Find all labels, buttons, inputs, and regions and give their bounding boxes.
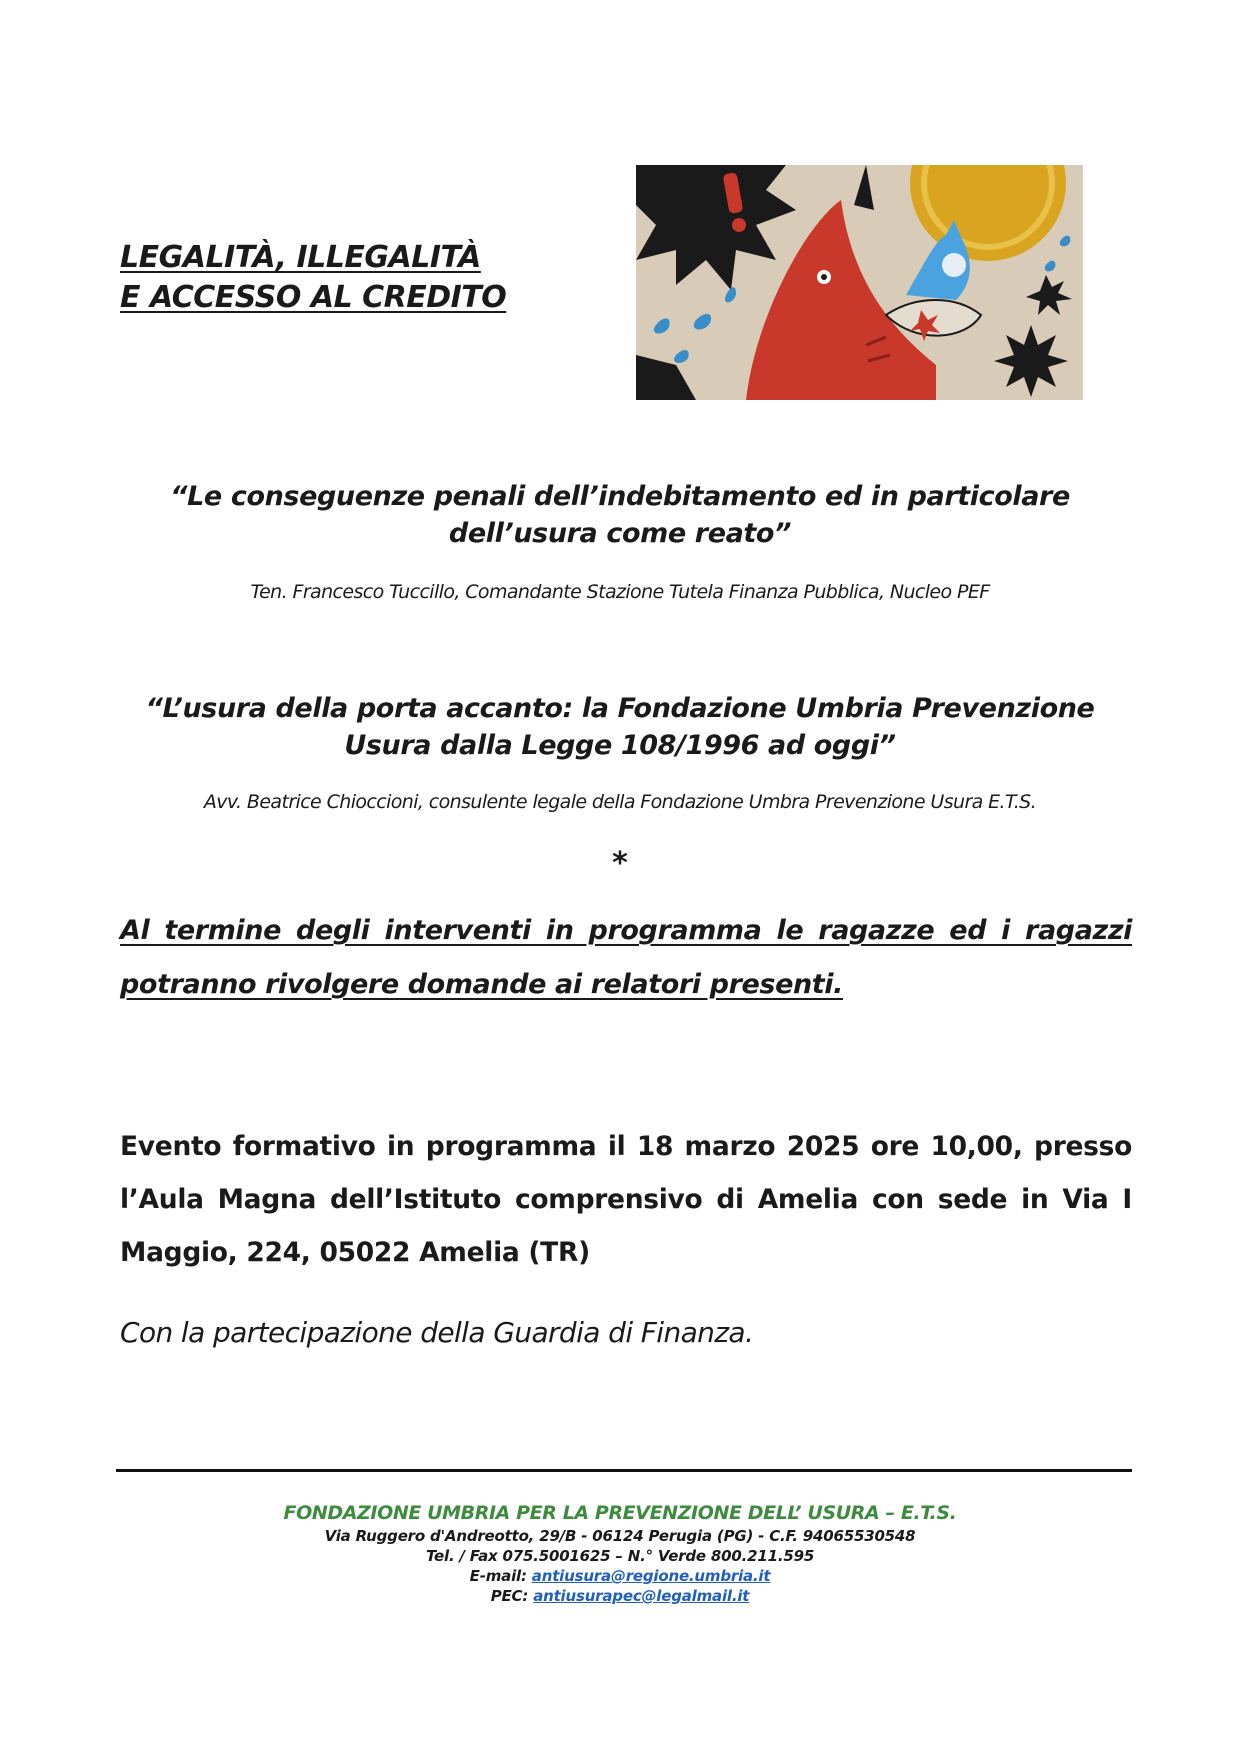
document-title-line-1: LEGALITÀ, ILLEGALITÀ [120,240,481,275]
section-separator: * [612,846,628,881]
event-details-line-3: Maggio, 224, 05022 Amelia (TR) [120,1237,590,1268]
footer-email-link[interactable]: antiusura@regione.umbria.it [531,1567,771,1585]
footer-pec-line [100,1586,1140,1606]
event-details [120,1120,1132,1279]
talk-title-1-line-1: “Le conseguenze penali dell’indebitamento ed in particolare [170,481,1070,512]
document-title [120,238,640,318]
footer [100,1500,1140,1606]
questions-note-line-2: potranno rivolgere domande ai relatori presenti. [120,969,844,1000]
event-details-line-1: Evento formativo in programma il 18 marzo 2025 ore 10,00, presso [120,1131,1132,1162]
talk-title-1-line-2: dell’usura come reato” [448,518,792,549]
document-title-line-2: E ACCESSO AL CREDITO [120,280,507,315]
talk-title-2 [100,690,1140,764]
talk-speaker-1: Ten. Francesco Tuccillo, Comandante Stazione Tutela Finanza Pubblica, Nucleo PEF [250,581,990,603]
footer-pec-label: PEC: [490,1587,534,1605]
footer-organization: FONDAZIONE UMBRIA PER LA PREVENZIONE DELL’ USURA – E.T.S. [283,1502,957,1524]
talk-title-2-line-1: “L’usura della porta accanto: la Fondazione Umbria Prevenzione [145,693,1095,724]
talk-title-1 [100,478,1140,552]
participation-note: Con la partecipazione della Guardia di Finanza. [120,1316,754,1349]
talk-speaker-2: Avv. Beatrice Chioccioni, consulente legale della Fondazione Umbra Prevenzione Usura E.T.S. [203,791,1037,813]
event-details-line-2: l’Aula Magna dell’Istituto comprensivo di Amelia con sede in Via I [120,1184,1132,1215]
illustration-art [636,165,1083,400]
usury-shark-illustration [636,165,1083,400]
footer-address: Via Ruggero d'Andreotto, 29/B - 06124 Perugia (PG) - C.F. 94065530548 [324,1527,916,1545]
talk-title-2-line-2: Usura dalla Legge 108/1996 ad oggi” [344,730,896,761]
footer-phone: Tel. / Fax 075.5001625 – N.° Verde 800.211.595 [425,1547,815,1565]
footer-email-line [100,1566,1140,1586]
footer-pec-link[interactable]: antiusurapec@legalmail.it [533,1587,750,1605]
footer-divider [116,1469,1132,1472]
questions-note-line-1: Al termine degli interventi in programma le ragazze ed i ragazzi [120,915,1132,946]
questions-note [120,904,1132,1012]
footer-email-label: E-mail: [469,1567,532,1585]
